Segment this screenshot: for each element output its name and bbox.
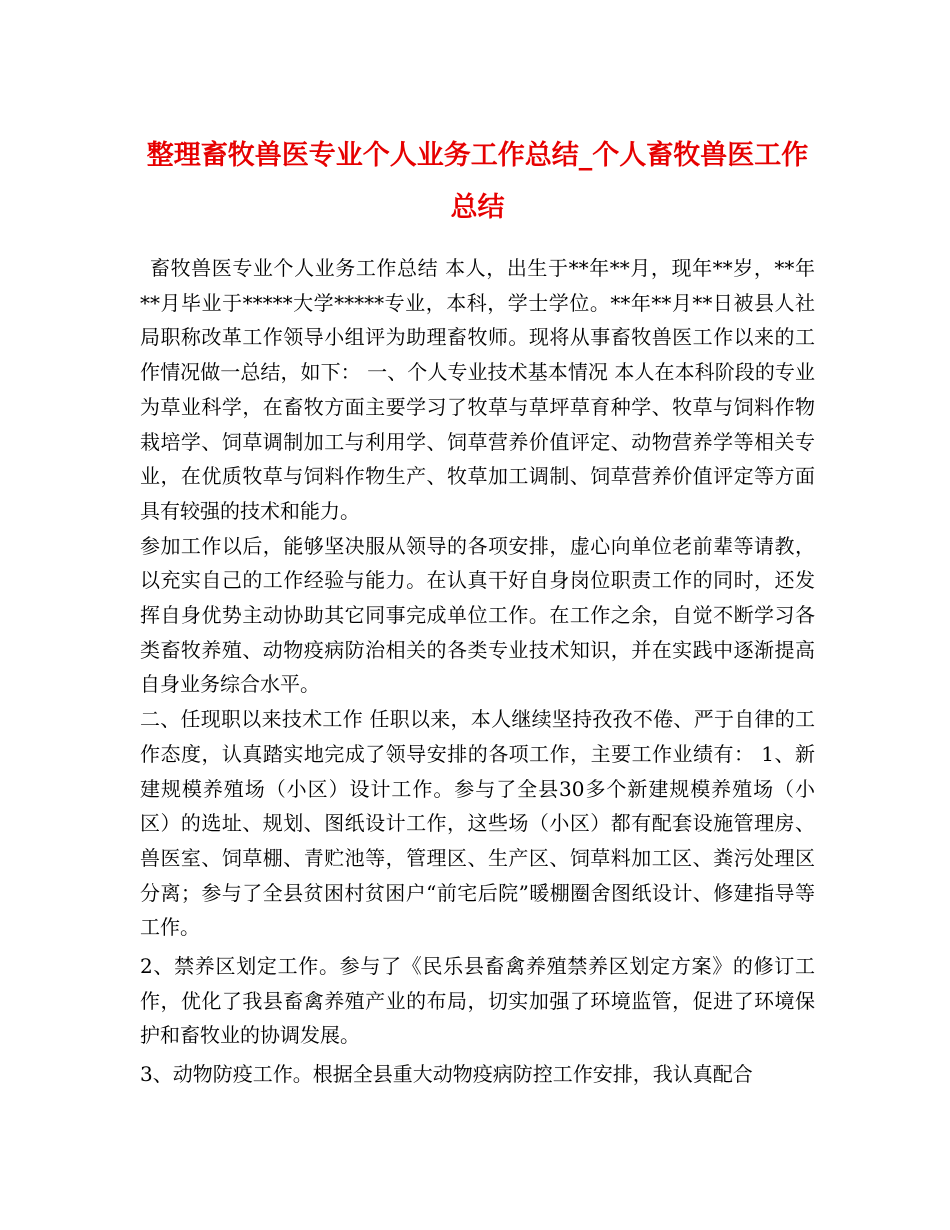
paragraph-animal-epidemic: 3、动物防疫工作。根据全县重大动物疫病防控工作安排，我认真配合 [140,1062,753,1087]
paragraph-work-attitude: 参加工作以后，能够坚决服从领导的各项安排，虚心向单位老前辈等请教，以充实自己的工作经验与能力。在认真干好自身岗位职责工作的同时，还发挥自身优势主动协助其它同事完成单位工作。在工作之余，自觉不断学习各类畜牧养殖、动物疫病防治相关的各类专业技术知识，并在实践中逐渐提高自身业务综合水平。 [140,533,815,697]
paragraph-intro: 畜牧兽医专业个人业务工作总结 本人，出生于**年**月，现年**岁，**年**月毕业于*****大学*****专业，本科，学士学位。**年**月**日被县人社局职称改革工作领导小组评为助理畜牧师。现将从事畜牧兽医工作以来的工作情况做一总结，如下： 一、个人专业技术基本情况 本人在本科阶段的专业为草业科学，在畜牧方面主要学习了牧草与草坪草育种学、牧草与饲料作物栽培学、饲草调制加工与利用学、饲草营养价值评定、动物营养学等相关专业，在优质牧草与饲料作物生产、牧草加工调制、饲草营养价值评定等方面具有较强的技术和能力。 [140,256,815,523]
document-title: 整理畜牧兽医专业个人业务工作总结_个人畜牧兽医工作总结 [146,140,809,223]
paragraph-technical-work: 二、任现职以来技术工作 任职以来，本人继续坚持孜孜不倦、严于自律的工作态度，认真踏实地完成了领导安排的各项工作，主要工作业绩有： 1、新建规模养殖场（小区）设计工作。参与了全县30多个新建规模养殖场（小区）的选址、规划、图纸设计工作，这些场（小区）都有配套设施管理房、兽医室、饲草棚、青贮池等，管理区、生产区、饲草料加工区、粪污处理区分离；参与了全县贫困村贫困户“前宅后院”暖棚圈舍图纸设计、修建指导等工作。 [140,707,815,940]
paragraph-prohibited-zone: 2、禁养区划定工作。参与了《民乐县畜禽养殖禁养区划定方案》的修订工作，优化了我县畜禽养殖产业的布局，切实加强了环境监管，促进了环境保护和畜牧业的协调发展。 [140,954,815,1048]
document-body [140,251,815,1092]
